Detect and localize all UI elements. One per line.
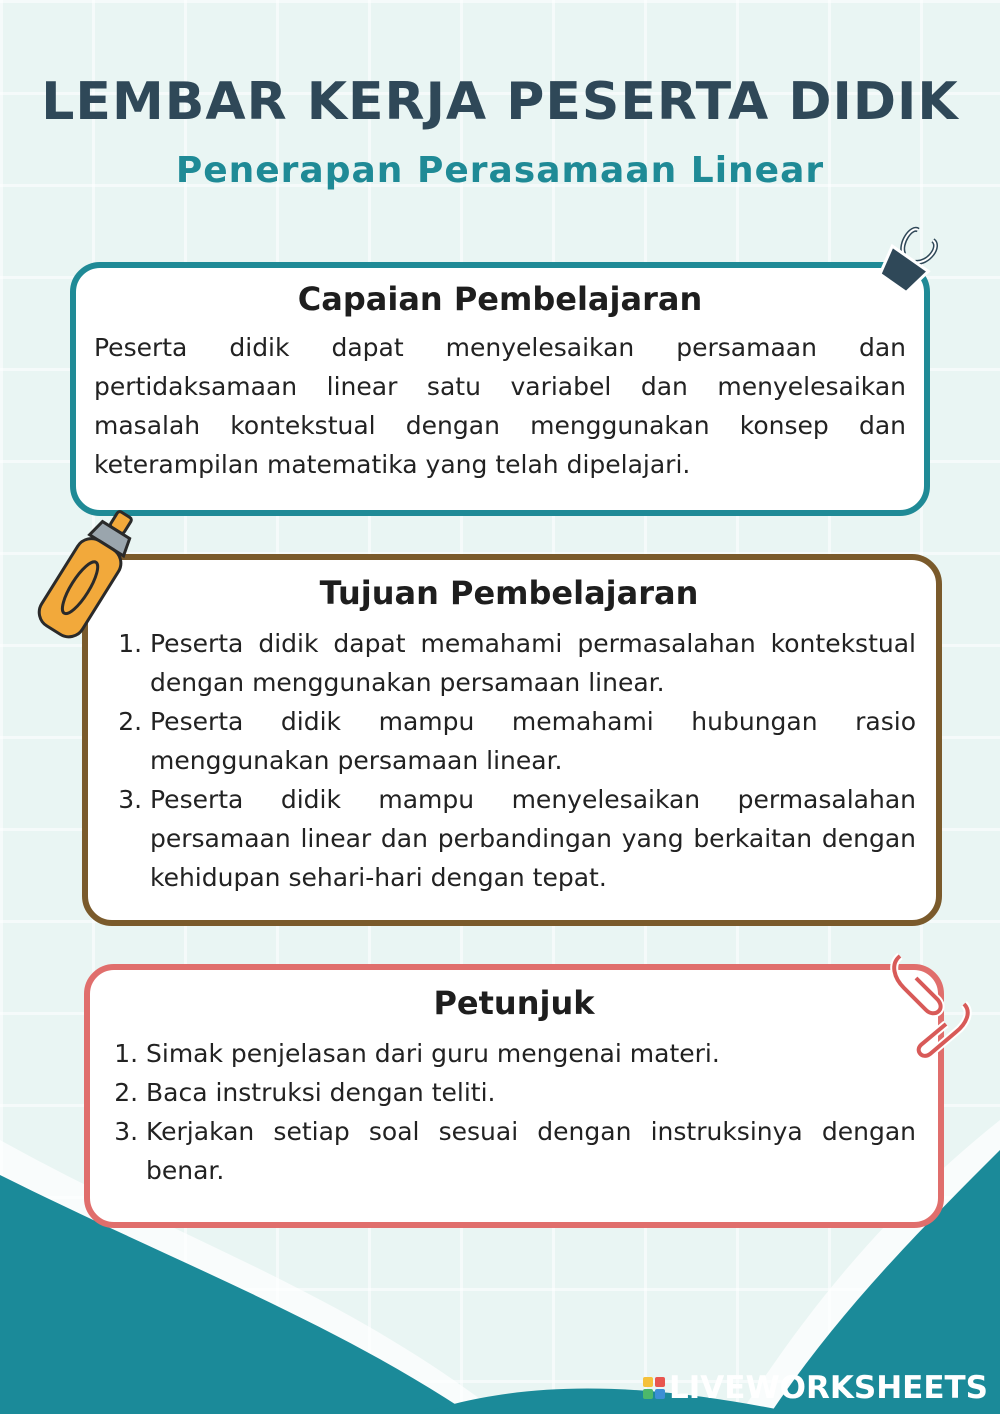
list-item: 2. Baca instruksi dengan teliti. <box>146 1073 916 1112</box>
list-item: 1. Peserta didik dapat memahami permasalahan kontekstual dengan menggunakan persamaan linear. <box>150 624 916 702</box>
page-title: LEMBAR KERJA PESERTA DIDIK <box>41 72 959 132</box>
capaian-heading: Capaian Pembelajaran <box>297 280 703 318</box>
page-subtitle: Penerapan Perasamaan Linear <box>175 150 825 191</box>
petunjuk-card <box>84 964 944 1228</box>
tujuan-list <box>102 624 916 897</box>
petunjuk-list <box>112 1034 916 1190</box>
brand-name: LIVEWORKSHEETS <box>669 1370 988 1406</box>
tujuan-card <box>82 554 942 926</box>
capaian-text: Peserta didik dapat menyelesaikan persamaan dan pertidaksamaan linear satu variabel dan menyelesaikan masalah kontekstual dengan menggunakan konsep dan keterampilan matematika yang telah dipelajari. <box>94 333 906 479</box>
liveworksheets-logo <box>643 1370 988 1406</box>
tujuan-heading: Tujuan Pembelajaran <box>319 574 699 612</box>
list-item: 3. Kerjakan setiap soal sesuai dengan instruksinya dengan benar. <box>146 1112 916 1190</box>
binder-clip-icon <box>868 222 948 302</box>
paperclip-icon <box>886 948 976 1068</box>
liveworksheets-mark-icon <box>643 1377 665 1399</box>
list-item: 2. Peserta didik mampu memahami hubungan rasio menggunakan persamaan linear. <box>150 702 916 780</box>
list-item: 1. Simak penjelasan dari guru mengenai materi. <box>146 1034 916 1073</box>
capaian-card <box>70 262 930 516</box>
petunjuk-heading: Petunjuk <box>433 984 595 1022</box>
highlighter-icon <box>28 500 148 650</box>
list-item: 3. Peserta didik mampu menyelesaikan permasalahan persamaan linear dan perbandingan yang berkaitan dengan kehidupan sehari-hari dengan tepat. <box>150 780 916 897</box>
